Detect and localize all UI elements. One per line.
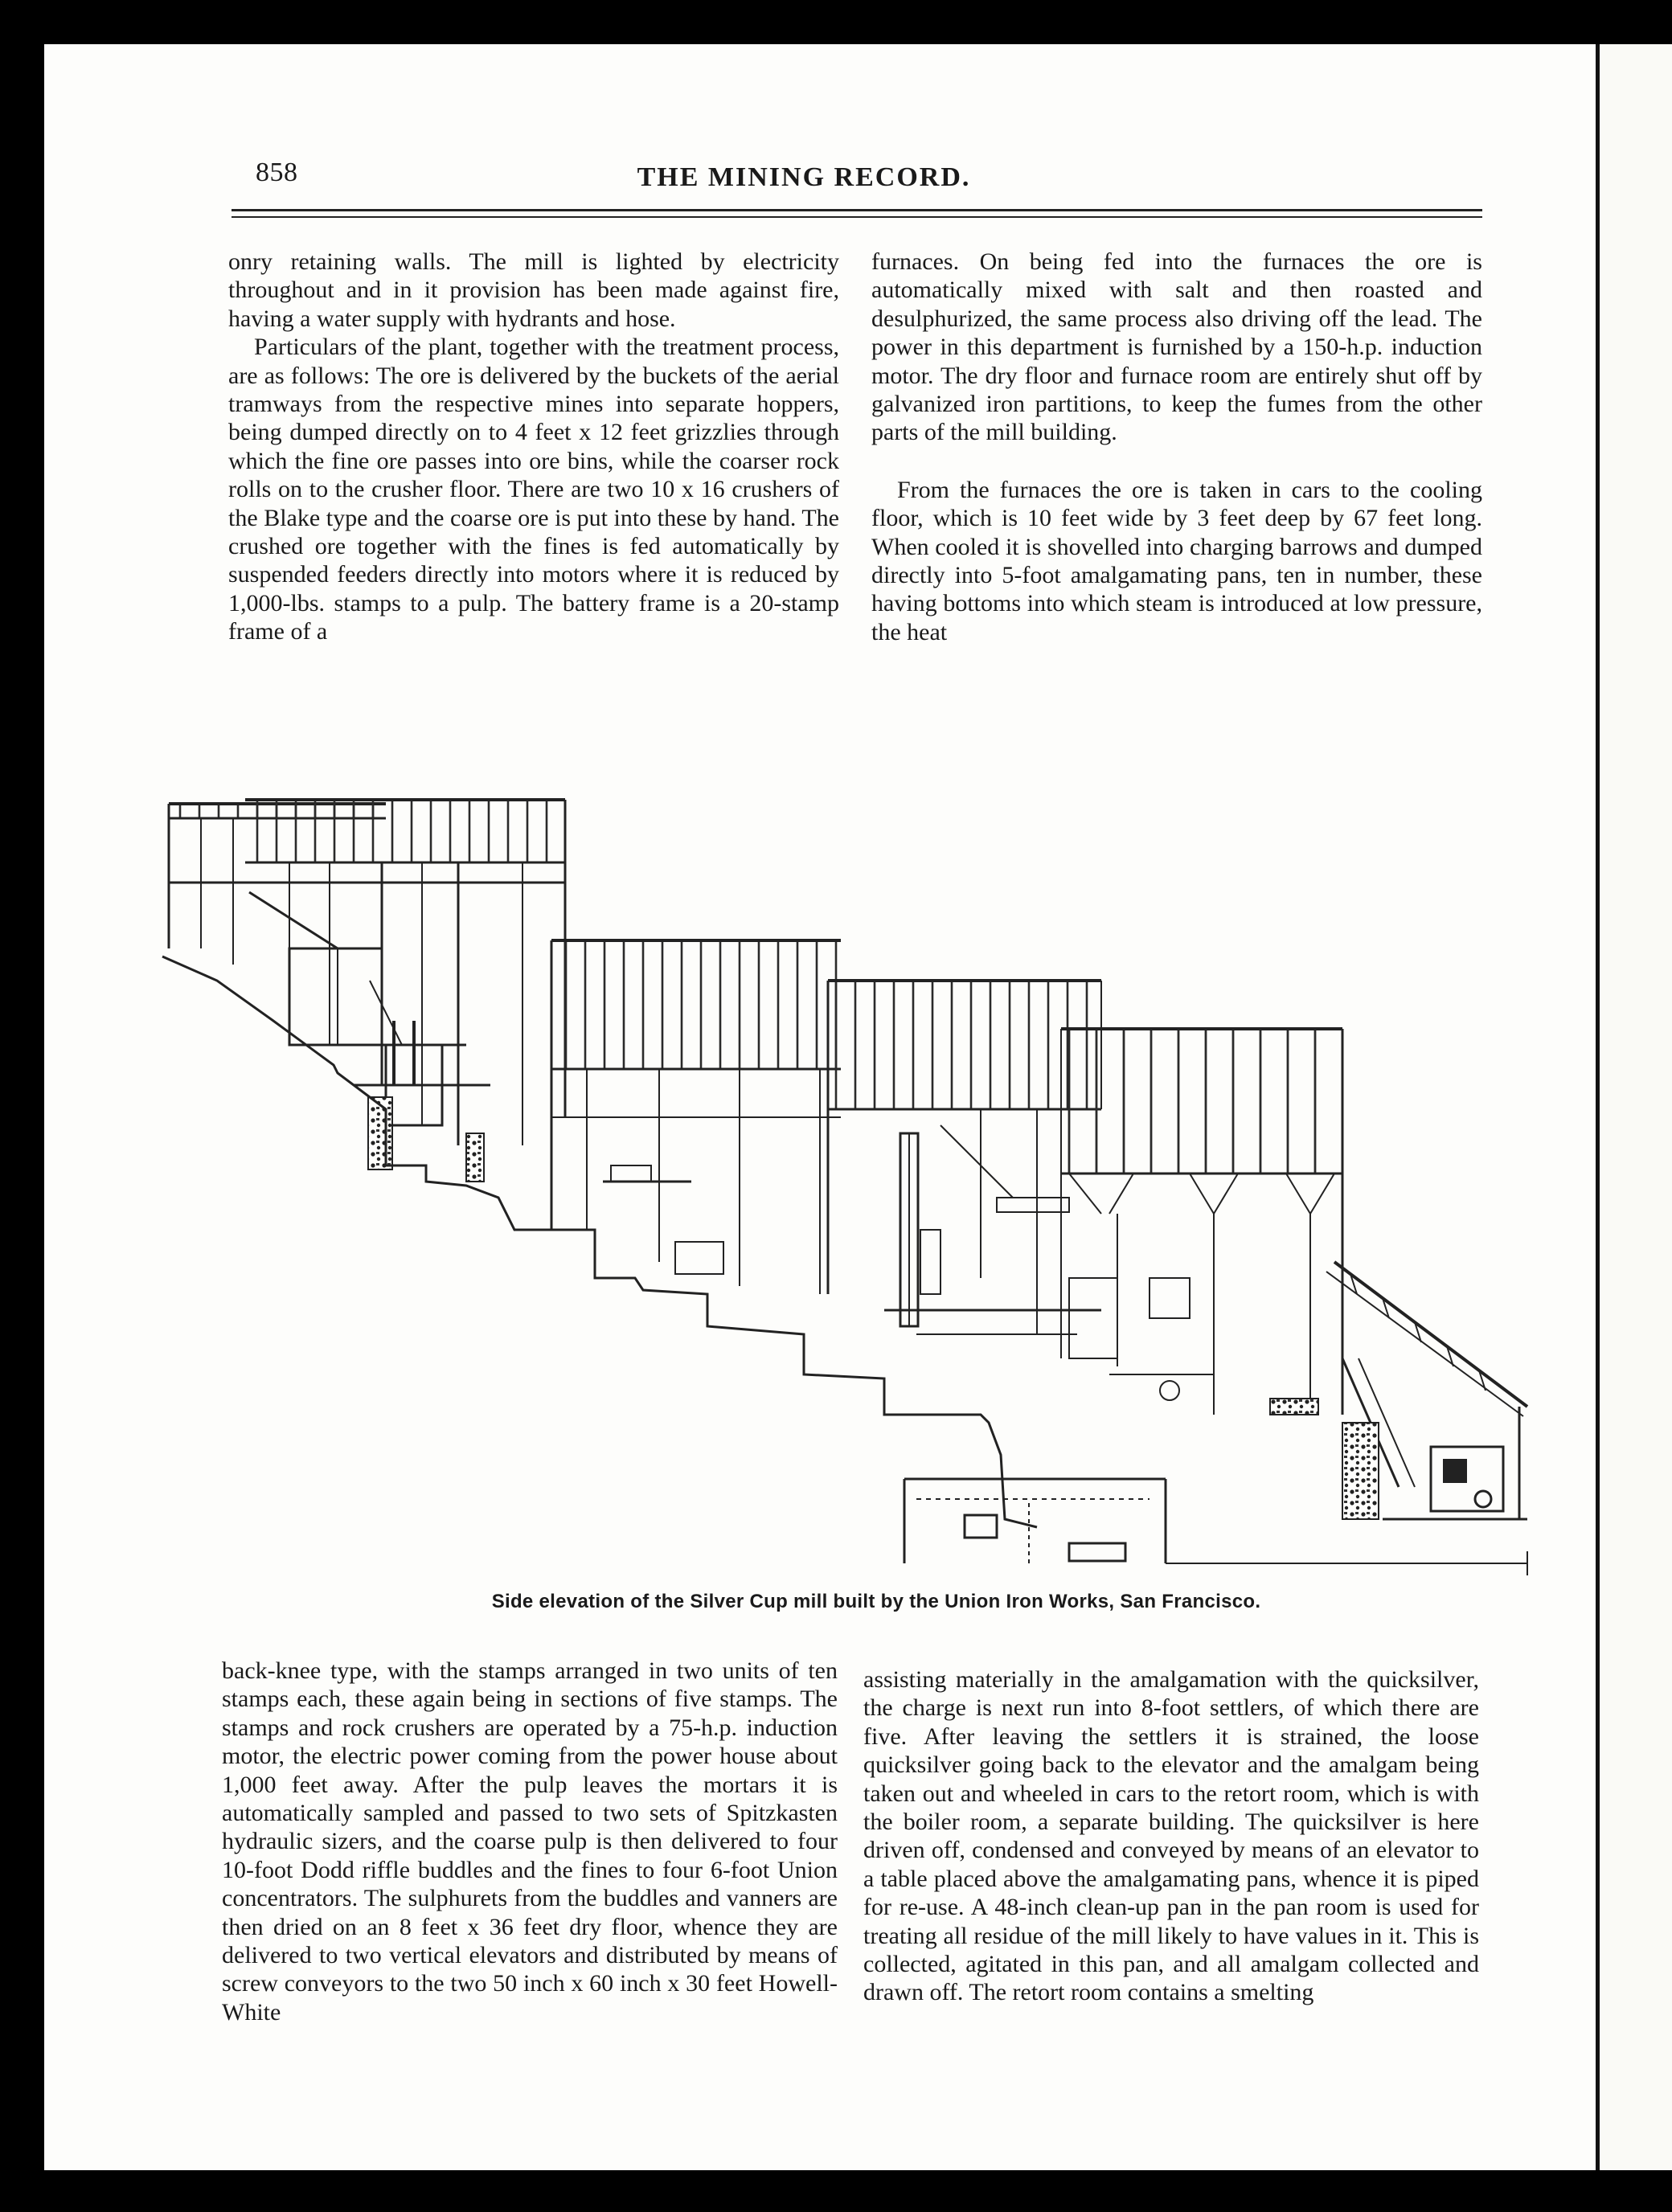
bottom-left-column xyxy=(222,1657,838,2026)
mill-side-elevation-drawing xyxy=(145,780,1543,1583)
bottom-right-column xyxy=(863,1665,1479,2007)
page-number: 858 xyxy=(256,158,298,187)
paragraph: Particulars of the plant, together with the treatment process, are as follows: The ore is delivered by the buckets of the aerial tramways from the respective mines into separate hoppers, being dumped directly on to 4 feet x 12 feet grizzlies through which the fine ore passes into ore bins, while the coarser rock rolls on to the crusher floor. There are two 10 x 16 crushers of the Blake type and the coarse ore is put into these by hand. The crushed ore together with the fines is fed automatically by suspended feeders directly into motors where it is reduced by 1,000-lbs. stamps to a pulp. The battery frame is a 20-stamp frame of a xyxy=(228,334,839,645)
header-rule-top xyxy=(232,209,1482,211)
paragraph: back-knee type, with the stamps arranged in two units of ten stamps each, these again being in sections of five stamps. The stamps and rock crushers are operated by a 75-h.p. induction motor, the electric power coming from the power house about 1,000 feet away. After the pulp leaves the mortars it is automatically sampled and passed to two sets of Spitzkasten hydraulic sizers, and the coarse pulp is then delivered to four 10-foot Dodd riffle buddles and the fines to four 6-foot Union concentrators. The sulphurets from the buddles and vanners are then dried on an 8 feet x 36 feet dry floor, whence they are delivered to two vertical elevators and distributed by means of screw conveyors to the two 50 inch x 60 inch x 30 feet Howell-White xyxy=(222,1657,838,2026)
pan-room-building xyxy=(1061,1029,1342,1415)
stamp-mill-building xyxy=(169,800,565,1182)
next-page-edge xyxy=(1596,44,1672,2170)
top-right-column xyxy=(871,248,1482,646)
header-rule-bottom xyxy=(232,216,1482,218)
top-left-column xyxy=(228,248,839,646)
figure-caption: Side elevation of the Silver Cup mill built by the Union Iron Works, San Francisco. xyxy=(491,1591,1261,1612)
paragraph: From the furnaces the ore is taken in cars to the cooling floor, which is 10 feet wide by 3 feet deep by 67 feet long. When cooled it is shovelled into charging barrows and dumped directly into 5-foot amalgamating pans, ten in number, these having bottoms into which steam is introduced at low pressure, the heat xyxy=(871,476,1482,645)
retort-boiler-shed xyxy=(1326,1262,1527,1519)
foundation-plan-outline xyxy=(904,1479,1527,1575)
paragraph: furnaces. On being fed into the furnaces the ore is automatically mixed with salt and then roasted and desulphurized, the same process also driving off the lead. The power in this department is furnished by a 150-h.p. induction motor. The dry floor and furnace room are entirely shut off by galvanized iron partitions, to keep the fumes from the other parts of the mill building. xyxy=(871,248,1482,446)
paragraph: onry retaining walls. The mill is lighted by electricity throughout and in it provision has been made against fire, having a water supply with hydrants and hose. xyxy=(228,248,839,332)
running-title: THE MINING RECORD. xyxy=(637,162,971,192)
paragraph: assisting materially in the amalgamation with the quicksilver, the charge is next run into 8-foot settlers, of which there are five. After leaving the settlers it is strained, the loose quicksilver going back to the elevator and the amalgam being taken out and wheeled in cars to the retort room, which is with the boiler room, a separate building. The quicksilver is here driven off, condensed and conveyed by means of an elevator to a table placed above the amalgamating pans, whence it is piped for re-use. A 48-inch clean-up pan in the pan room is used for treating all residue of the mill likely to have values in it. This is collected, agitated in this pan, and all amalgam collected and drawn off. The retort room contains a smelting xyxy=(863,1666,1479,2006)
